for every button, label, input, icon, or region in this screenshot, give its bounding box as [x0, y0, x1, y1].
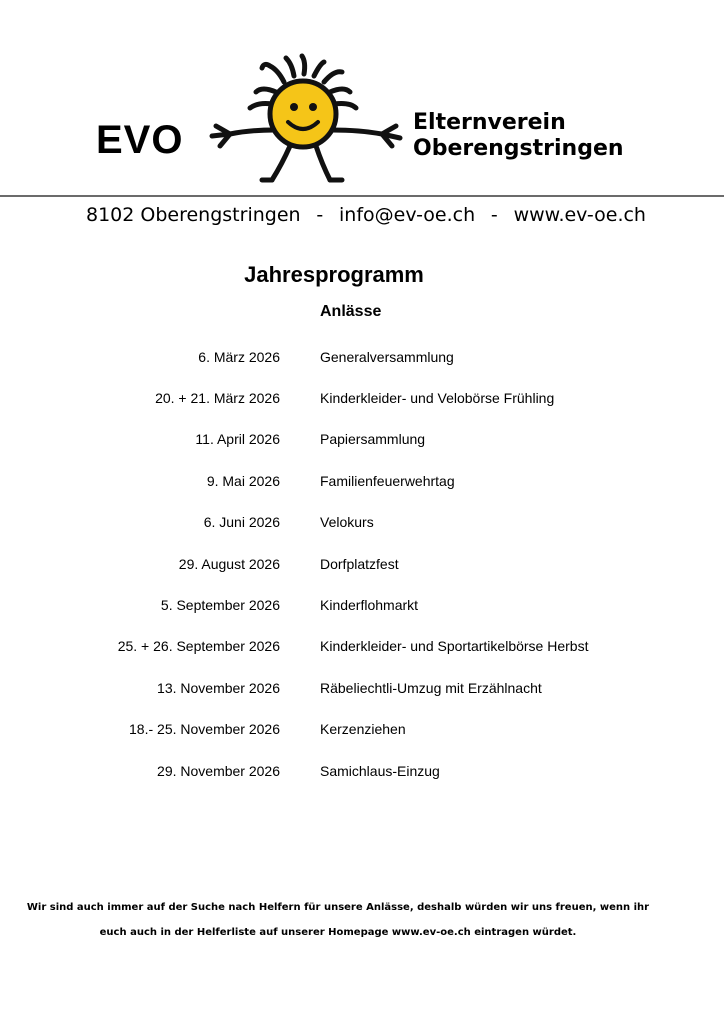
event-name: Velokurs	[320, 514, 374, 530]
sun-figure-icon	[200, 52, 410, 192]
email-link[interactable]: info@ev-oe.ch	[339, 204, 476, 226]
event-name: Kinderkleider- und Sportartikelbörse Herbst	[320, 638, 589, 654]
event-date: 25. + 26. September 2026	[117, 638, 280, 654]
footer-note-line-2: euch auch in der Helferliste auf unserer Homepage www.ev-oe.ch eintragen würdet.	[99, 927, 577, 938]
event-name: Kinderflohmarkt	[320, 597, 419, 613]
page-title: Jahresprogramm	[244, 262, 424, 287]
separator: -	[316, 204, 324, 226]
event-row	[0, 638, 724, 660]
event-row	[0, 597, 724, 619]
event-row	[0, 680, 724, 702]
event-name: Kerzenziehen	[320, 721, 406, 737]
event-row	[0, 514, 724, 536]
event-date: 6. März 2026	[198, 349, 280, 365]
event-name: Kinderkleider- und Velobörse Frühling	[320, 390, 555, 406]
event-date: 9. Mai 2026	[206, 473, 280, 489]
organization-line-1: Elternverein	[413, 110, 566, 135]
event-date: 5. September 2026	[160, 597, 280, 613]
footer-note-line-1: Wir sind auch immer auf der Suche nach Helfern für unsere Anlässe, deshalb würden wir uns freuen, wenn ihr	[26, 902, 650, 913]
event-row	[0, 473, 724, 495]
separator: -	[490, 204, 498, 226]
event-row	[0, 763, 724, 785]
event-row	[0, 556, 724, 578]
event-date: 20. + 21. März 2026	[155, 390, 280, 406]
event-row	[0, 431, 724, 453]
address: 8102 Oberengstringen	[86, 204, 301, 226]
event-date: 13. November 2026	[157, 680, 280, 696]
event-name: Generalversammlung	[320, 349, 454, 365]
event-name: Samichlaus-Einzug	[320, 763, 440, 779]
brand-text: EVO	[96, 118, 184, 162]
section-subtitle: Anlässe	[320, 303, 382, 320]
event-row	[0, 349, 724, 371]
event-date: 29. August 2026	[178, 556, 280, 572]
website-link[interactable]: www.ev-oe.ch	[513, 204, 646, 226]
organization-line-2: Oberengstringen	[413, 136, 624, 161]
event-name: Räbeliechtli-Umzug mit Erzählnacht	[320, 680, 542, 696]
event-date: 18.- 25. November 2026	[129, 721, 280, 737]
event-row	[0, 721, 724, 743]
event-name: Papiersammlung	[320, 431, 426, 447]
event-row	[0, 390, 724, 412]
contact-line	[86, 204, 646, 226]
event-name: Dorfplatzfest	[320, 556, 399, 572]
header	[0, 0, 724, 196]
event-name: Familienfeuerwehrtag	[320, 473, 455, 489]
header-divider	[0, 195, 724, 197]
organization-name	[413, 110, 624, 162]
event-date: 6. Juni 2026	[203, 514, 280, 530]
event-date: 11. April 2026	[195, 431, 280, 447]
event-date: 29. November 2026	[157, 763, 280, 779]
